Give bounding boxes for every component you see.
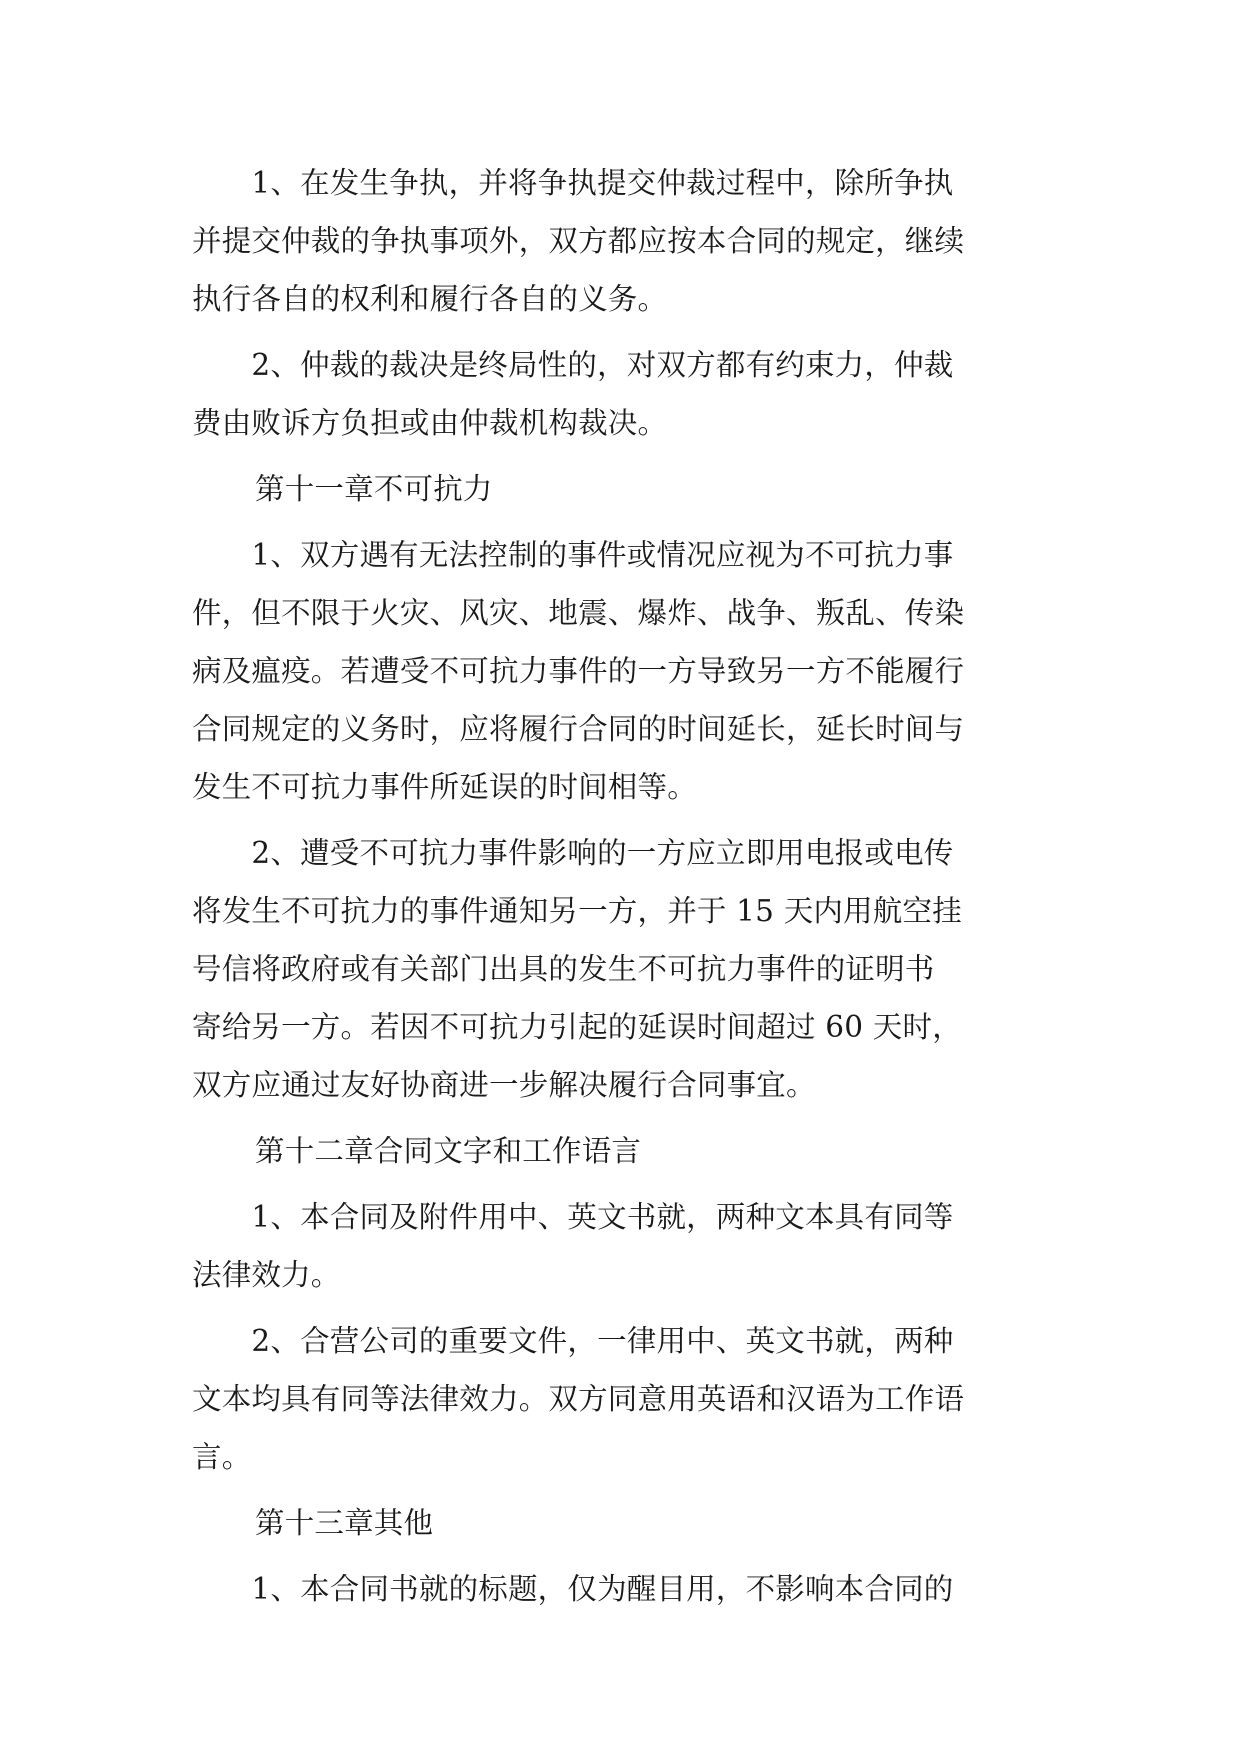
paragraph-spacer: [192, 518, 1056, 526]
text-line: 并提交仲裁的争执事项外，双方都应按本合同的规定，继续: [192, 224, 965, 258]
text-line: 执行各自的权利和履行各自的义务。: [192, 282, 668, 316]
text-line: 1、在发生争执，并将争执提交仲裁过程中，除所争执: [192, 166, 954, 200]
paragraph-spacer: [192, 816, 1056, 824]
paragraph-spacer: [192, 1486, 1056, 1494]
chapter-heading: [192, 1122, 1056, 1180]
text-line: 双方应通过友好协商进一步解决履行合同事宜。: [192, 1068, 816, 1102]
text-line: 文本均具有同等法律效力。双方同意用英语和汉语为工作语: [192, 1382, 965, 1416]
text-line: 1、本合同及附件用中、英文书就，两种文本具有同等: [192, 1200, 954, 1234]
text-line: 2、遭受不可抗力事件影响的一方应立即用电报或电传: [192, 836, 954, 870]
text-line: 病及瘟疫。若遭受不可抗力事件的一方导致另一方不能履行: [192, 654, 965, 688]
text-line: 寄给另一方。若因不可抗力引起的延误时间超过 60 天时，: [192, 1010, 962, 1044]
text-line: 1、双方遇有无法控制的事件或情况应视为不可抗力事: [192, 538, 954, 572]
text-line: 费由败诉方负担或由仲裁机构裁决。: [192, 406, 668, 440]
paragraph-spacer: [192, 1180, 1056, 1188]
text-line: 第十一章不可抗力: [255, 472, 493, 506]
paragraph-spacer: [192, 1552, 1056, 1560]
text-line: 1、本合同书就的标题，仅为醒目用，不影响本合同的: [192, 1572, 954, 1606]
paragraph-spacer: [192, 328, 1056, 336]
text-line: 合同规定的义务时，应将履行合同的时间延长，延长时间与: [192, 712, 965, 746]
clause-paragraph: [192, 526, 1056, 816]
chapter-heading: [192, 460, 1056, 518]
text-line: 第十三章其他: [255, 1506, 434, 1540]
chapter-heading: [192, 1494, 1056, 1552]
text-line: 号信将政府或有关部门出具的发生不可抗力事件的证明书: [192, 952, 935, 986]
paragraph-spacer: [192, 1304, 1056, 1312]
clause-paragraph: [192, 1188, 1056, 1304]
clause-paragraph: [192, 1560, 1056, 1618]
clause-paragraph: [192, 154, 1056, 328]
paragraph-spacer: [192, 1114, 1056, 1122]
text-line: 2、仲裁的裁决是终局性的，对双方都有约束力，仲裁: [192, 348, 954, 382]
clause-paragraph: [192, 824, 1056, 1114]
clause-paragraph: [192, 336, 1056, 452]
text-line: 2、合营公司的重要文件，一律用中、英文书就，两种: [192, 1324, 954, 1358]
document-body: [192, 154, 1056, 1618]
paragraph-spacer: [192, 452, 1056, 460]
text-line: 件，但不限于火灾、风灾、地震、爆炸、战争、叛乱、传染: [192, 596, 965, 630]
text-line: 言。: [192, 1440, 252, 1474]
clause-paragraph: [192, 1312, 1056, 1486]
text-line: 将发生不可抗力的事件通知另一方，并于 15 天内用航空挂: [192, 894, 962, 928]
text-line: 发生不可抗力事件所延误的时间相等。: [192, 770, 697, 804]
text-line: 第十二章合同文字和工作语言: [255, 1134, 642, 1168]
text-line: 法律效力。: [192, 1258, 341, 1292]
